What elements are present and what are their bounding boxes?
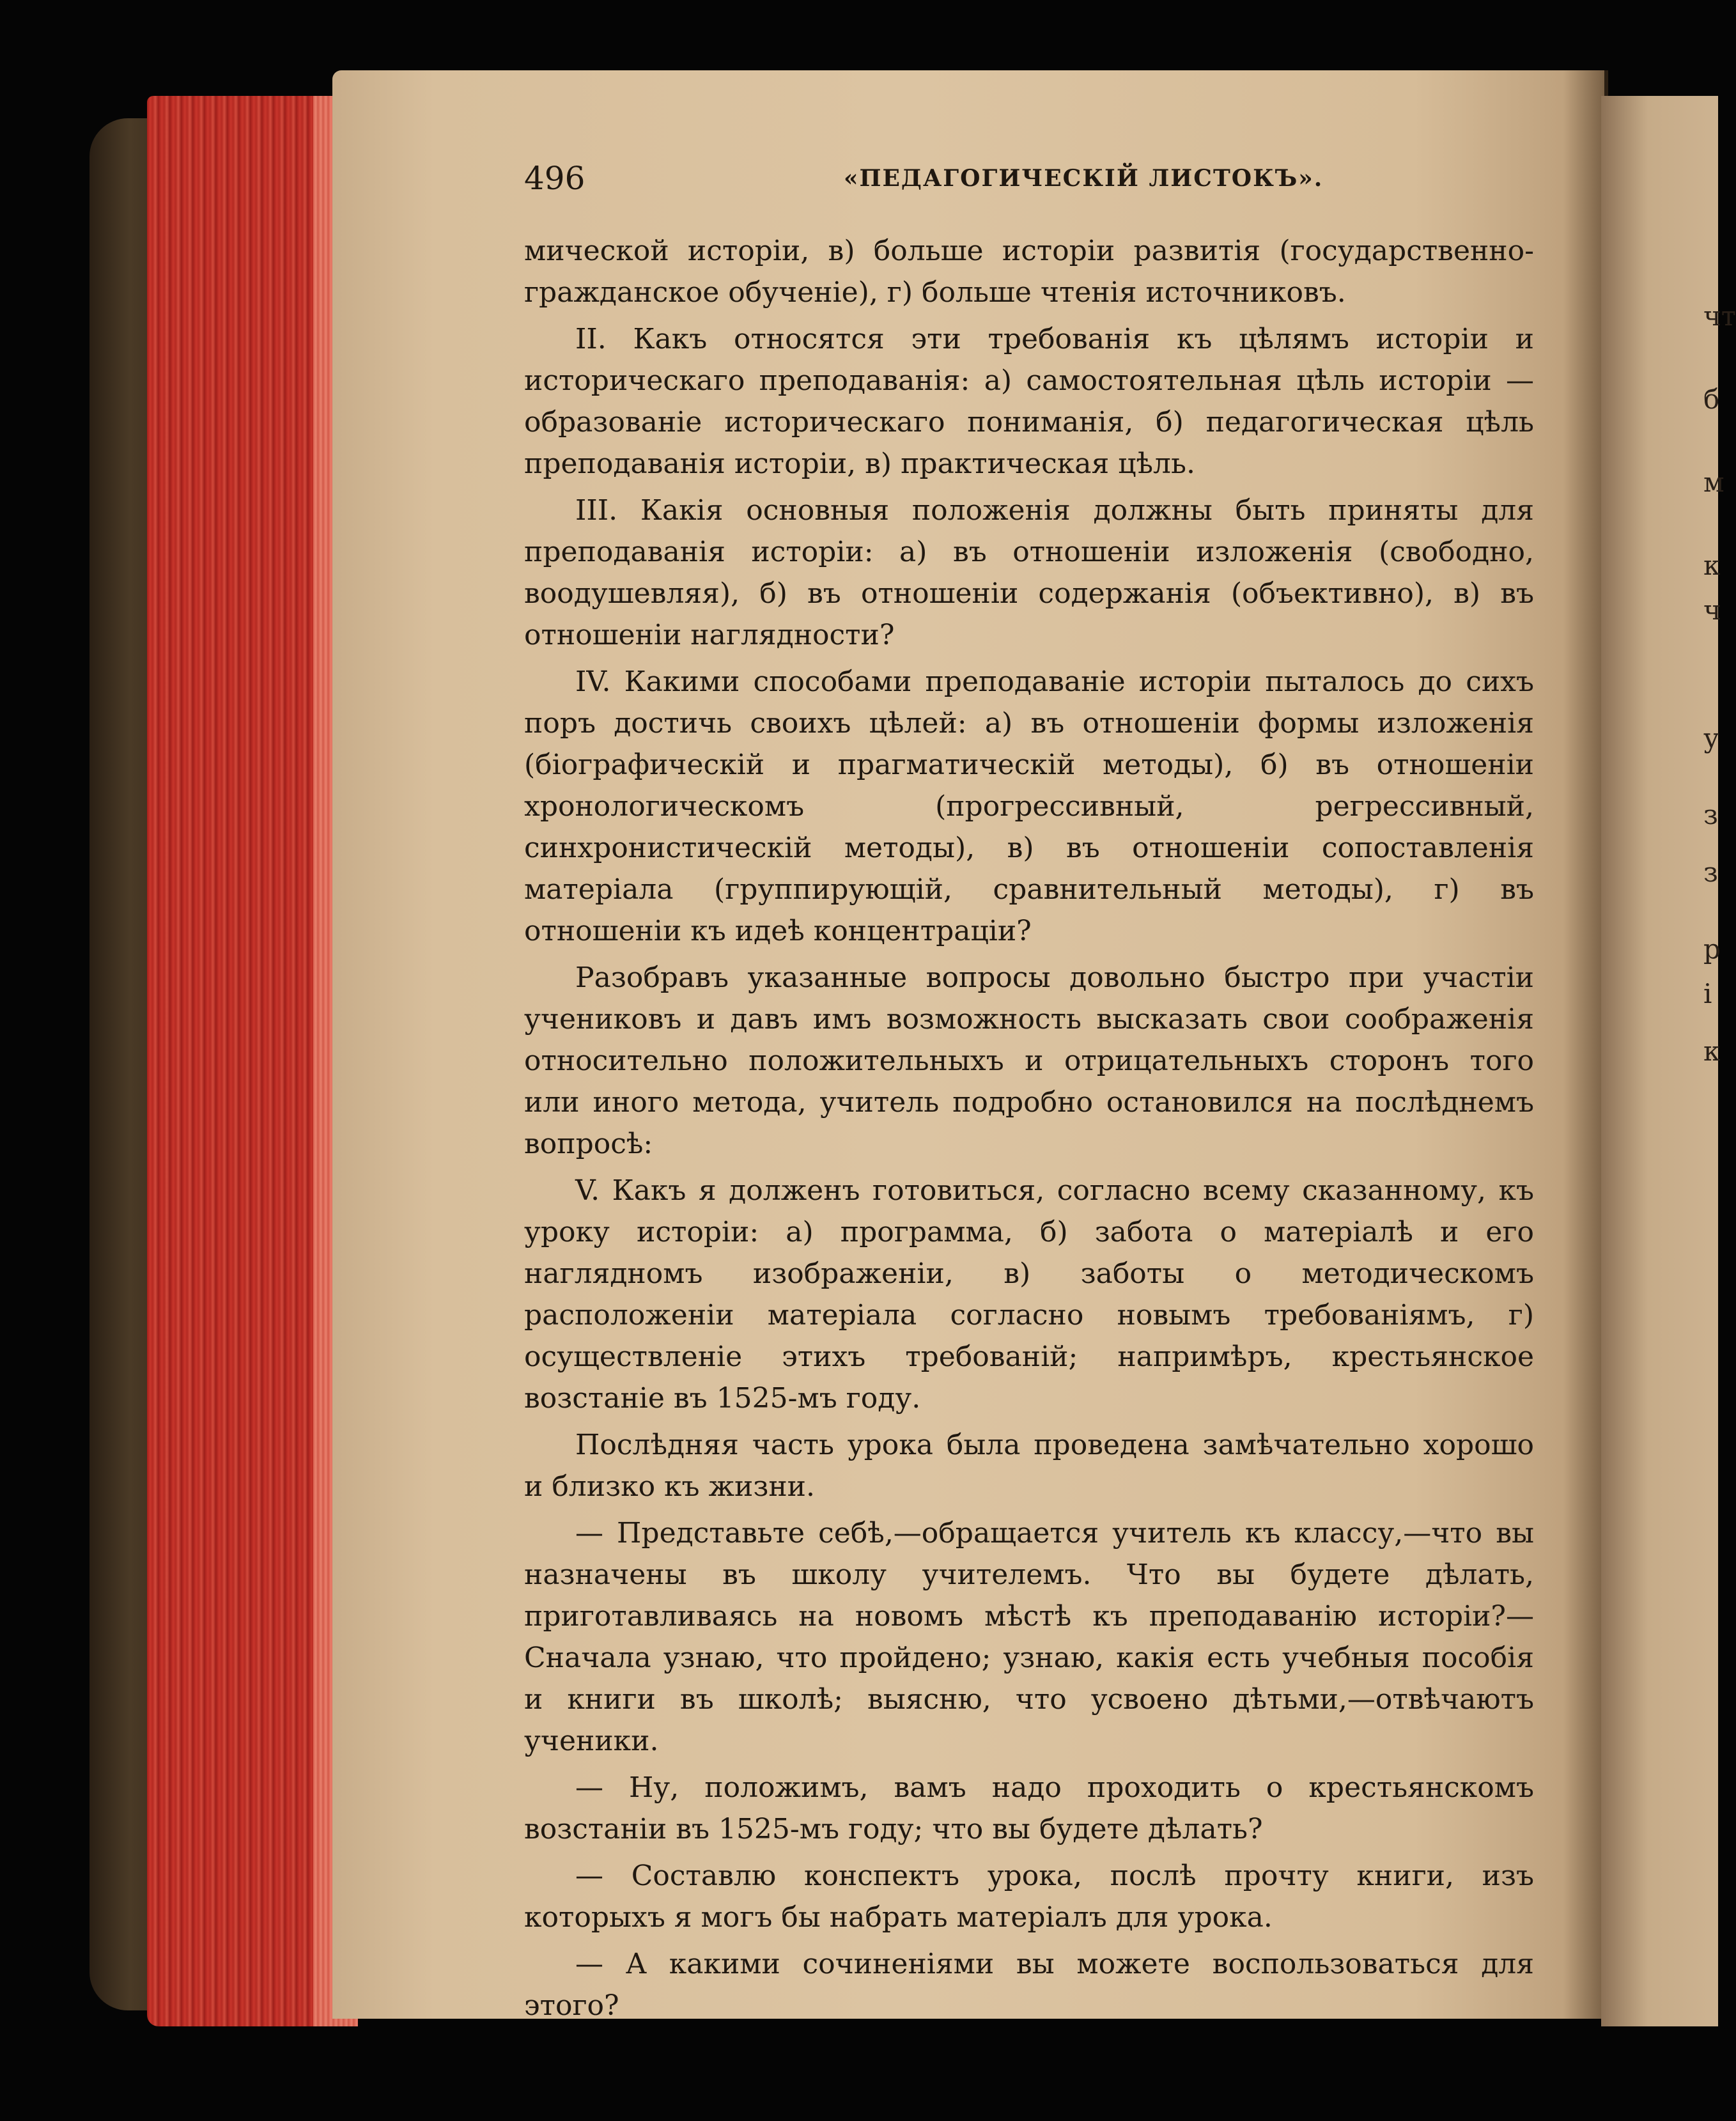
next-page-fragment: м [1703, 467, 1724, 498]
paragraph: II. Какъ относятся эти требованія къ цѣлямъ исторіи и историческаго преподаванія: а) самостоятельная цѣль исторіи — образованіе историческаго пониманія, б) педагогическая цѣль преподаванія исторіи, в) практическая цѣль. [524, 323, 1534, 480]
paragraph: мической исторіи, в) больше исторіи развитія (государственно-гражданское обученіе), г) больше чтенія источниковъ. [524, 235, 1534, 309]
paragraph: Разобравъ указанные вопросы довольно быстро при участіи учениковъ и давъ имъ возможность высказать свои соображенія относительно положительныхъ и отрицательныхъ сторонъ того или иного метода, учитель подробно остановился на послѣднемъ вопросѣ: [524, 961, 1534, 1160]
next-page-fragment: з [1703, 799, 1718, 830]
next-page-fragment: к [1703, 1036, 1721, 1067]
next-page-fragment: б [1703, 384, 1720, 415]
next-page-fragment: і [1703, 978, 1712, 1009]
page-number: 496 [524, 160, 585, 197]
book-page [332, 70, 1604, 2022]
page-header [524, 160, 1534, 205]
running-title: «ПЕДАГОГИЧЕСКІЙ ЛИСТОКЪ». [844, 165, 1324, 192]
paragraph: Послѣдняя часть урока была проведена замѣчательно хорошо и близко къ жизни. [524, 1429, 1534, 1503]
paragraph: V. Какъ я долженъ готовиться, согласно всему сказанному, къ уроку исторіи: а) программа, б) забота о матеріалѣ и его наглядномъ изображеніи, в) заботы о методическомъ расположеніи матеріала согласно новымъ требованіямъ, г) осуществленіе этихъ требованій; напримѣръ, крестьянское возстаніе въ 1525-мъ году. [524, 1174, 1534, 1415]
paragraph: — Составлю конспектъ урока, послѣ прочту книги, изъ которыхъ я могъ бы набрать матеріалъ для урока. [524, 1860, 1534, 1934]
page-text [524, 230, 1534, 2032]
red-page-edges [147, 96, 358, 2026]
next-page-fragment: у [1703, 722, 1719, 754]
paragraph: — Представьте себѣ,—обращается учитель къ классу,—что вы назначены въ школу учителемъ. Что вы будете дѣлать, приготавливаясь на новомъ мѣстѣ къ преподаванію исторіи?—Сначала узнаю, что пройдено; узнаю, какія есть учебныя пособія и книги въ школѣ; выясню, что усвоено дѣтьми,—отвѣчаютъ ученики. [524, 1517, 1534, 1757]
paragraph: — А какими сочиненіями вы можете воспользоваться для этого? [524, 1948, 1534, 2022]
next-page-fragment: ч [1703, 594, 1721, 626]
next-page-fragment: чт [1703, 300, 1736, 332]
paragraph: III. Какія основныя положенія должны быть приняты для преподаванія исторіи: а) въ отношеніи изложенія (свободно, воодушевляя), б) въ отношеніи содержанія (объективно), в) въ отношеніи наглядности? [524, 494, 1534, 651]
paragraph: IV. Какими способами преподаваніе исторіи пыталось до сихъ поръ достичь своихъ цѣлей: а) въ отношеніи формы изложенія (біографическій и прагматическій методы), б) въ отношеніи хронологическомъ (прогрессивный, регрессивный, синхронистическій методы), в) въ отношеніи сопоставленія матеріала (группирующій, сравнительный методы), г) въ отношеніи къ идеѣ концентраціи? [524, 665, 1534, 947]
next-page-fragment: з [1703, 857, 1718, 888]
next-page-fragment: к [1703, 550, 1721, 581]
paragraph: — Ну, положимъ, вамъ надо проходить о крестьянскомъ возстаніи въ 1525-мъ году; что вы будете дѣлать? [524, 1771, 1534, 1845]
next-page-fragment: р [1703, 933, 1721, 965]
next-page-edge [1601, 96, 1736, 2026]
